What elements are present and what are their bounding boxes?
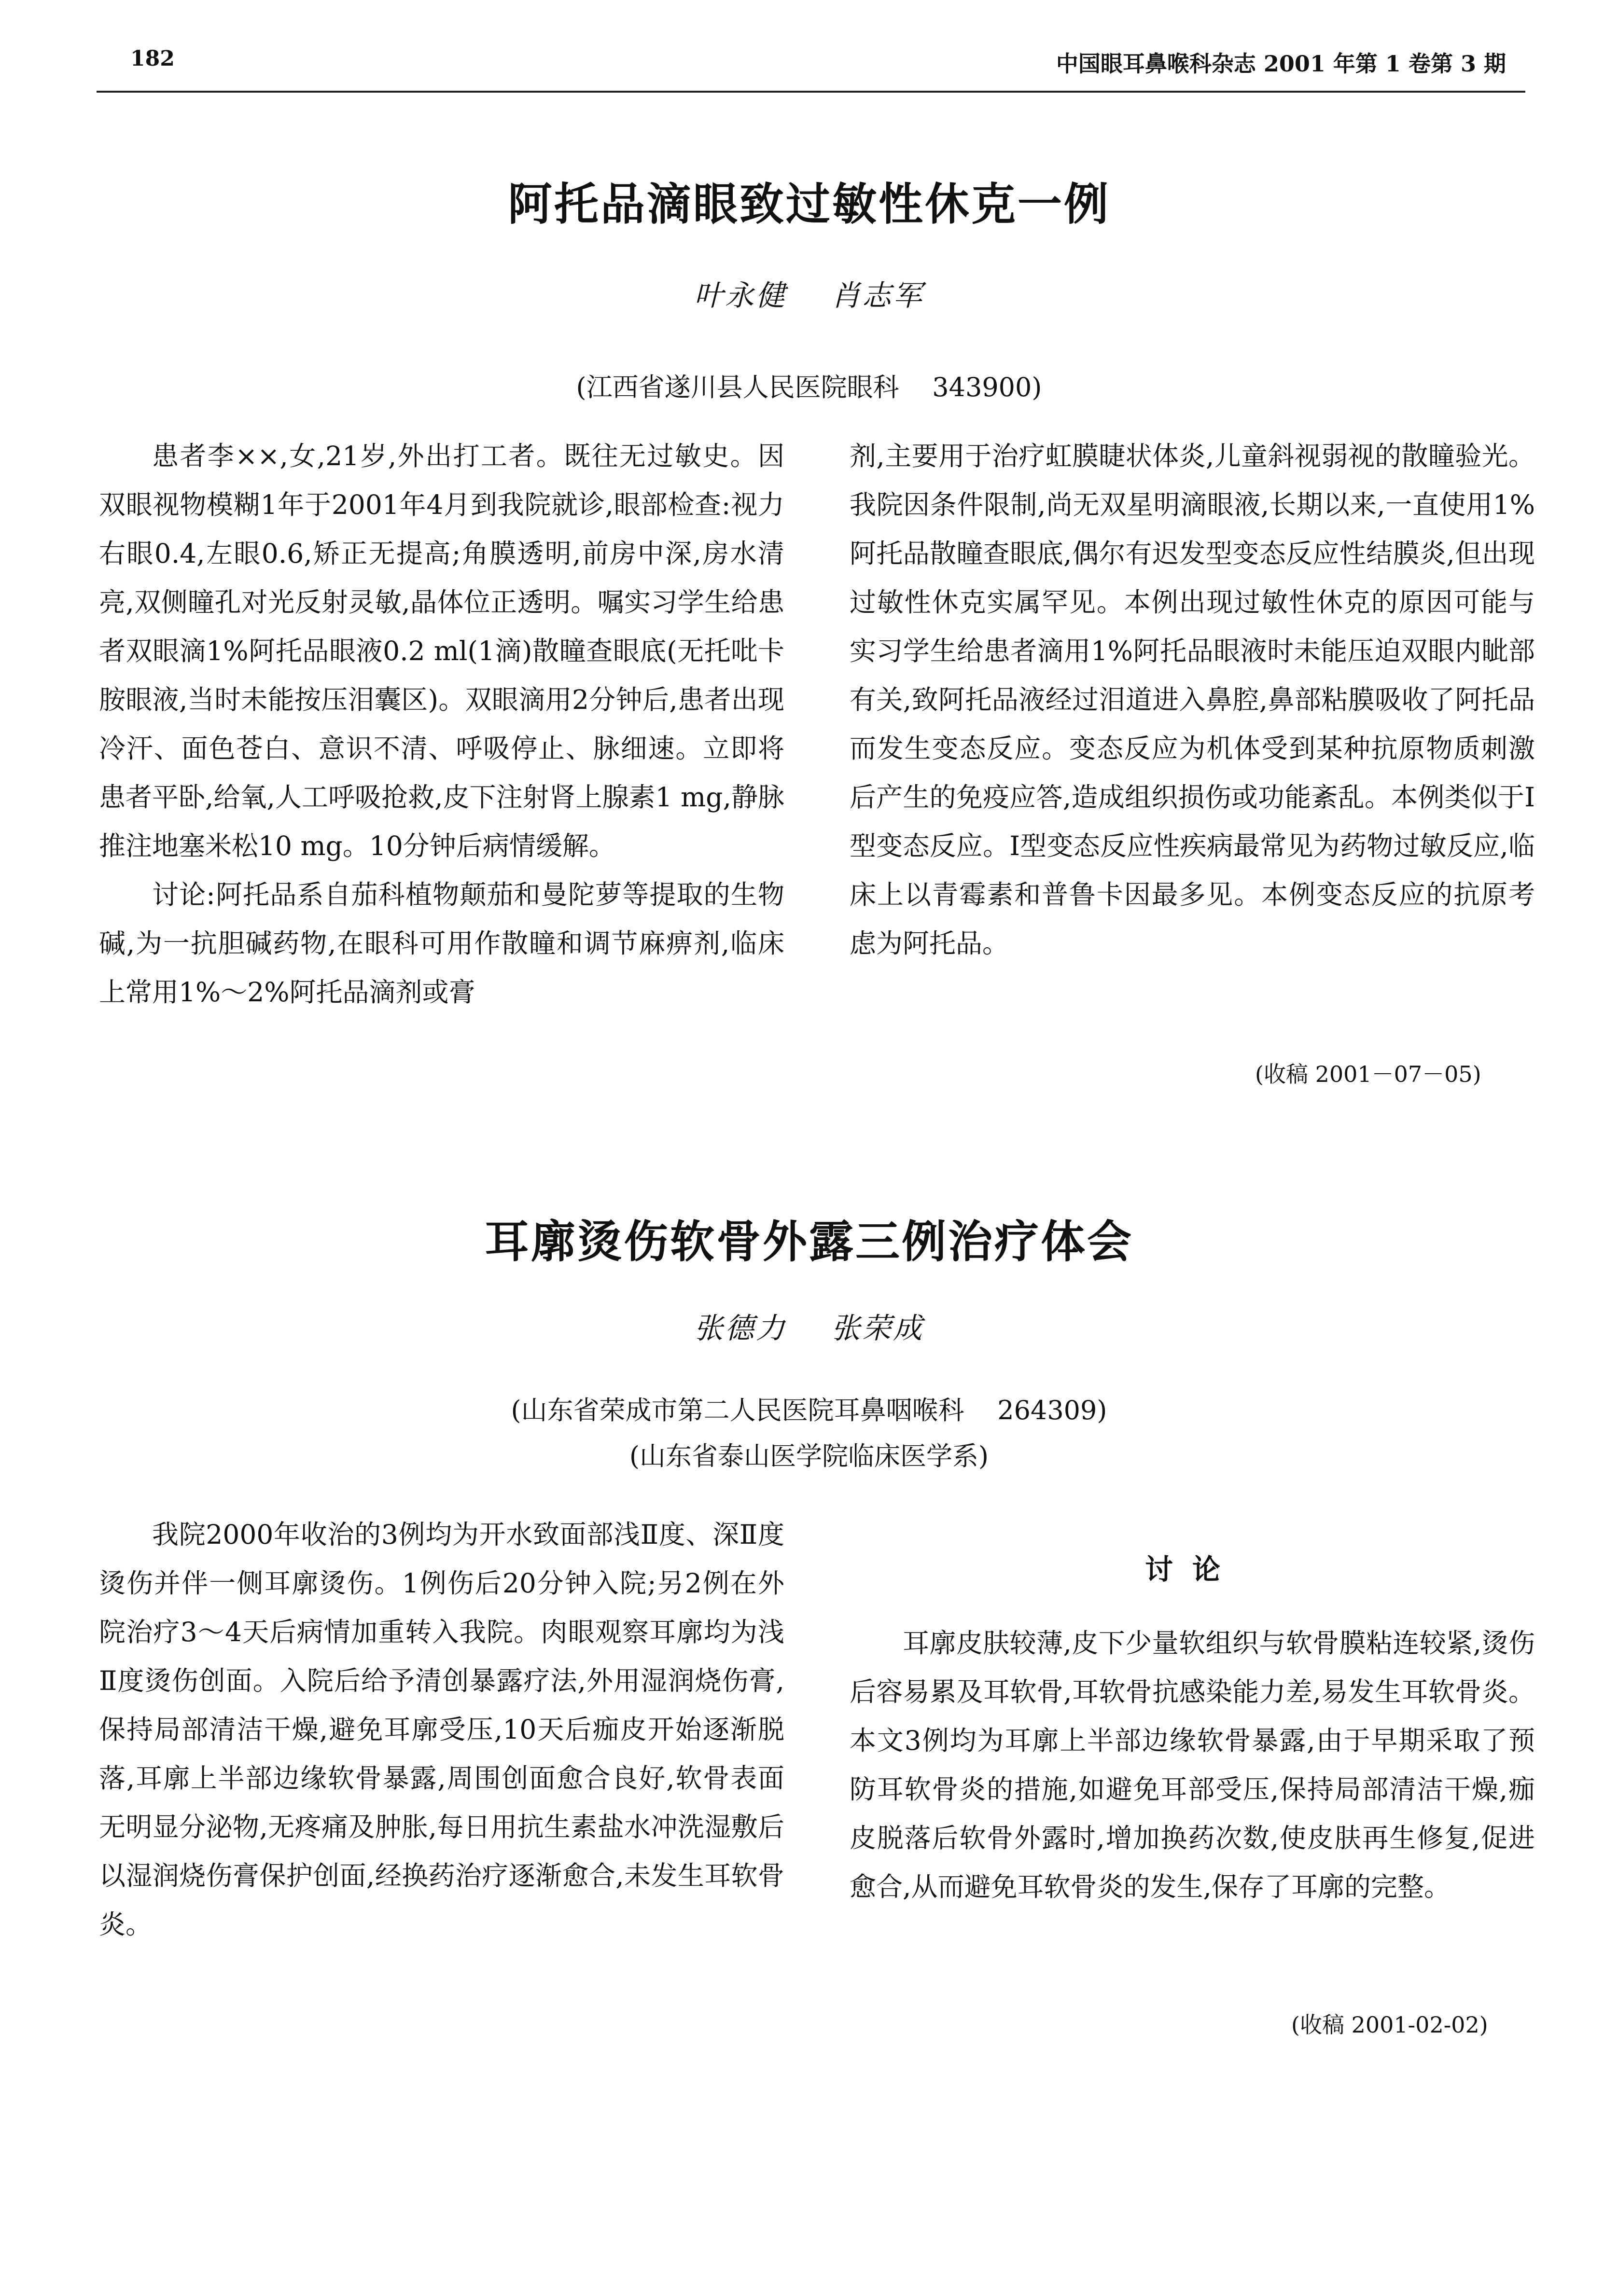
article2-received-date: (收稿 2001-02-02): [1291, 2012, 1488, 2038]
journal-name: 中国眼耳鼻喉科杂志 2001 年第 1 卷第 3 期: [1056, 51, 1506, 77]
article2-title: 耳廓烫伤软骨外露三例治疗体会: [484, 1216, 1133, 1268]
article2-discussion-heading: 讨论: [1144, 1553, 1240, 1586]
article1-right-column: [850, 432, 1535, 968]
article2-left-column: [99, 1510, 784, 1949]
article1-discussion-continued: 剂,主要用于治疗虹膜睫状体炎,儿童斜视弱视的散瞳验光。我院因条件限制,尚无双星明滴眼液,长期以来,一直使用1%阿托品散瞳查眼底,偶尔有迟发型变态反应性结膜炎,但出现过敏性休克实属罕见。本例出现过敏性休克的原因可能与实习学生给患者滴用1%阿托品眼液时未能压迫双眼内眦部有关,致阿托品液经过泪道进入鼻腔,鼻部粘膜吸收了阿托品而发生变态反应。变态反应为机体受到某种抗原物质刺激后产生的免疫应答,造成组织损伤或功能紊乱。本例类似于Ⅰ型变态反应。Ⅰ型变态反应性疾病最常见为药物过敏反应,临床上以青霉素和普鲁卡因最多见。本例变态反应的抗原考虑为阿托品。: [850, 441, 1535, 959]
article2-authors: 张德力 张荣成: [694, 1312, 924, 1345]
article2-discussion-paragraph: 耳廓皮肤较薄,皮下少量软组织与软骨膜粘连较紧,烫伤后容易累及耳软骨,耳软骨抗感染能力差,易发生耳软骨炎。本文3例均为耳廓上半部边缘软骨暴露,由于早期采取了预防耳软骨炎的措施,如避免耳部受压,保持局部清洁干燥,痂皮脱落后软骨外露时,增加换药次数,使皮肤再生修复,促进愈合,从而避免耳软骨炎的发生,保存了耳廓的完整。: [850, 1628, 1535, 1902]
article2-affiliation-2: (山东省泰山医学院临床医学系): [629, 1441, 989, 1471]
article1-title: 阿托品滴眼致过敏性休克一例: [507, 179, 1110, 230]
page-header: [97, 44, 1525, 93]
article1-affiliation: (江西省遂川县人民医院眼科 343900): [576, 372, 1042, 402]
article2-affiliation-1: (山东省荣成市第二人民医院耳鼻咽喉科 264309): [511, 1395, 1107, 1425]
article1-received-date: (收稿 2001－07－05): [1255, 1061, 1481, 1087]
article1-case-paragraph: 患者李××,女,21岁,外出打工者。既往无过敏史。因双眼视物模糊1年于2001年4月到我院就诊,眼部检查:视力右眼0.4,左眼0.6,矫正无提高;角膜透明,前房中深,房水清亮,双侧瞳孔对光反射灵敏,晶体位正透明。嘱实习学生给患者双眼滴1%阿托品眼液0.2 ml(1滴)散瞳查眼底(无托吡卡胺眼液,当时未能按压泪囊区)。双眼滴用2分钟后,患者出现冷汗、面色苍白、意识不清、呼吸停止、脉细速。立即将患者平卧,给氧,人工呼吸抢救,皮下注射肾上腺素1 mg,静脉推注地塞米松10 mg。10分钟后病情缓解。: [99, 441, 784, 861]
article2-right-column: [850, 1619, 1535, 1911]
article1-authors: 叶永健 肖志军: [694, 279, 924, 313]
article1-left-column: [99, 432, 784, 1017]
article2-case-paragraph: 我院2000年收治的3例均为开水致面部浅Ⅱ度、深Ⅱ度烫伤并伴一侧耳廓烫伤。1例伤后20分钟入院;另2例在外院治疗3～4天后病情加重转入我院。肉眼观察耳廓均为浅Ⅱ度烫伤创面。入院后给予清创暴露疗法,外用湿润烧伤膏,保持局部清洁干燥,避免耳廓受压,10天后痂皮开始逐渐脱落,耳廓上半部边缘软骨暴露,周围创面愈合良好,软骨表面无明显分泌物,无疼痛及肿胀,每日用抗生素盐水冲洗湿敷后以湿润烧伤膏保护创面,经换药治疗逐渐愈合,未发生耳软骨炎。: [99, 1519, 784, 1940]
page-number: 182: [130, 46, 175, 71]
article1-discussion-paragraph: 讨论:阿托品系自茄科植物颠茄和曼陀萝等提取的生物碱,为一抗胆碱药物,在眼科可用作散瞳和调节麻痹剂,临床上常用1%～2%阿托品滴剂或膏: [99, 879, 784, 1008]
